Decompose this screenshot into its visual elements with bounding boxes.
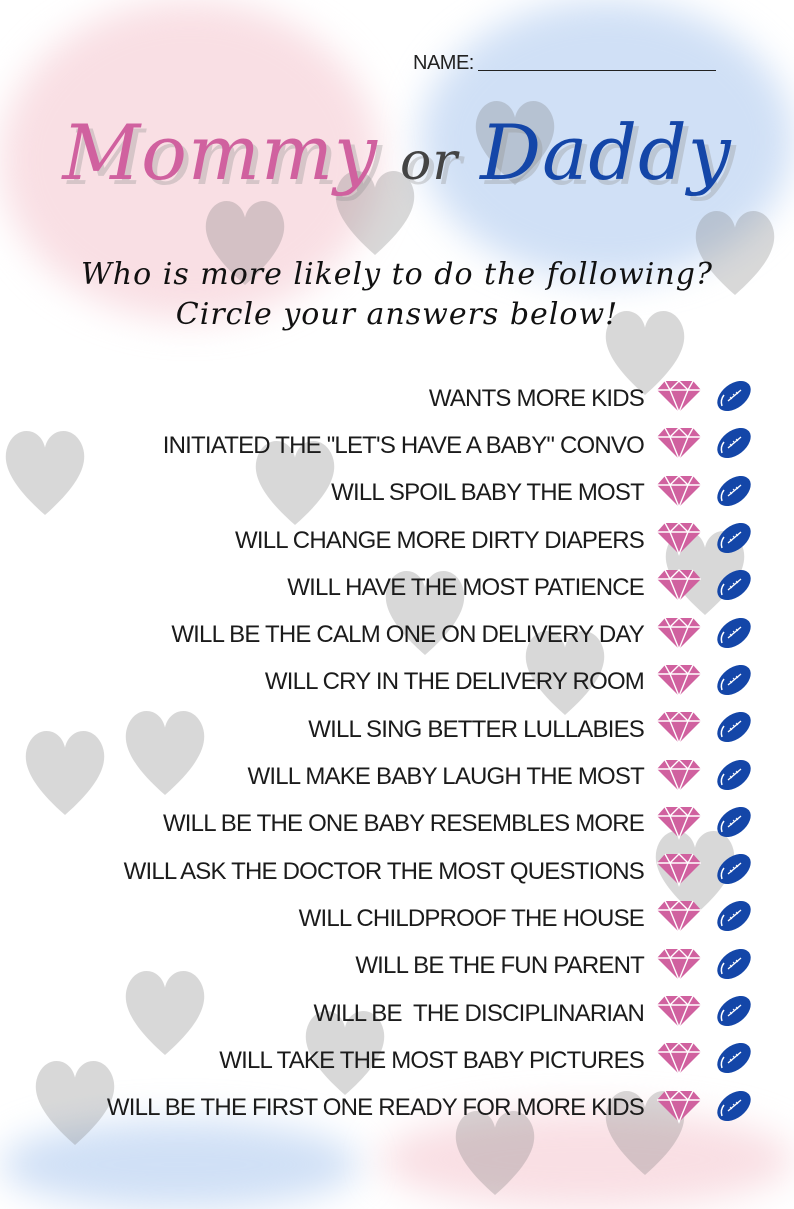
question-row <box>0 1084 794 1131</box>
question-row <box>0 848 794 895</box>
football-icon[interactable] <box>702 946 754 987</box>
question-row <box>0 753 794 800</box>
diamond-icon[interactable] <box>656 993 702 1034</box>
instructions <box>0 255 794 335</box>
diamond-icon[interactable] <box>656 378 702 419</box>
question-text: WILL BE THE FUN PARENT <box>355 952 644 980</box>
diamond-icon[interactable] <box>656 473 702 514</box>
football-icon[interactable] <box>702 520 754 561</box>
football-icon[interactable] <box>702 378 754 419</box>
diamond-icon[interactable] <box>656 851 702 892</box>
question-text: WILL CHILDPROOF THE HOUSE <box>298 904 644 932</box>
question-row <box>0 1037 794 1084</box>
question-text: INITIATED THE "LET'S HAVE A BABY" CONVO <box>162 431 644 459</box>
football-icon[interactable] <box>702 473 754 514</box>
question-row <box>0 375 794 422</box>
football-icon[interactable] <box>702 662 754 703</box>
diamond-icon[interactable] <box>656 804 702 845</box>
question-text: WILL CRY IN THE DELIVERY ROOM <box>264 668 644 696</box>
football-icon[interactable] <box>702 851 754 892</box>
question-row <box>0 564 794 611</box>
instructions-line-2: Circle your answers below! <box>175 297 619 332</box>
question-text: WILL SPOIL BABY THE MOST <box>331 479 644 507</box>
name-line[interactable] <box>478 70 716 71</box>
diamond-icon[interactable] <box>656 1040 702 1081</box>
diamond-icon[interactable] <box>656 425 702 466</box>
instructions-line-1: Who is more likely to do the following? <box>80 257 714 292</box>
question-text: WILL BE THE CALM ONE ON DELIVERY DAY <box>171 621 644 649</box>
football-icon[interactable] <box>702 898 754 939</box>
question-text: WILL BE THE FIRST ONE READY FOR MORE KIDS <box>106 1094 644 1122</box>
football-icon[interactable] <box>702 425 754 466</box>
question-text: WILL BE THE ONE BABY RESEMBLES MORE <box>162 810 644 838</box>
question-row <box>0 801 794 848</box>
name-label: NAME: <box>413 52 474 74</box>
diamond-icon[interactable] <box>656 520 702 561</box>
football-icon[interactable] <box>702 1088 754 1129</box>
diamond-icon[interactable] <box>656 662 702 703</box>
football-icon[interactable] <box>702 615 754 656</box>
title-daddy: Daddy <box>480 108 732 197</box>
football-icon[interactable] <box>702 567 754 608</box>
title-or: or <box>400 132 459 192</box>
question-row <box>0 422 794 469</box>
football-icon[interactable] <box>702 709 754 750</box>
question-text: WANTS MORE KIDS <box>428 384 644 412</box>
question-text: WILL ASK THE DOCTOR THE MOST QUESTIONS <box>123 857 644 885</box>
football-icon[interactable] <box>702 757 754 798</box>
question-row <box>0 470 794 517</box>
name-field[interactable] <box>413 52 716 75</box>
question-row <box>0 895 794 942</box>
title-mommy: Mommy <box>62 108 378 197</box>
question-text: WILL TAKE THE MOST BABY PICTURES <box>219 1046 644 1074</box>
page-title <box>0 108 794 197</box>
diamond-icon[interactable] <box>656 709 702 750</box>
football-icon[interactable] <box>702 804 754 845</box>
diamond-icon[interactable] <box>656 898 702 939</box>
question-row <box>0 990 794 1037</box>
diamond-icon[interactable] <box>656 567 702 608</box>
question-row <box>0 611 794 658</box>
question-text: WILL MAKE BABY LAUGH THE MOST <box>247 763 644 791</box>
question-row <box>0 659 794 706</box>
diamond-icon[interactable] <box>656 757 702 798</box>
question-row <box>0 706 794 753</box>
question-list <box>0 375 794 1132</box>
question-row <box>0 943 794 990</box>
question-text: WILL HAVE THE MOST PATIENCE <box>287 573 644 601</box>
diamond-icon[interactable] <box>656 615 702 656</box>
diamond-icon[interactable] <box>656 946 702 987</box>
question-text: WILL CHANGE MORE DIRTY DIAPERS <box>235 526 644 554</box>
question-text: WILL SING BETTER LULLABIES <box>308 715 644 743</box>
football-icon[interactable] <box>702 1040 754 1081</box>
question-row <box>0 517 794 564</box>
diamond-icon[interactable] <box>656 1088 702 1129</box>
football-icon[interactable] <box>702 993 754 1034</box>
question-text: WILL BE THE DISCIPLINARIAN <box>313 999 644 1027</box>
